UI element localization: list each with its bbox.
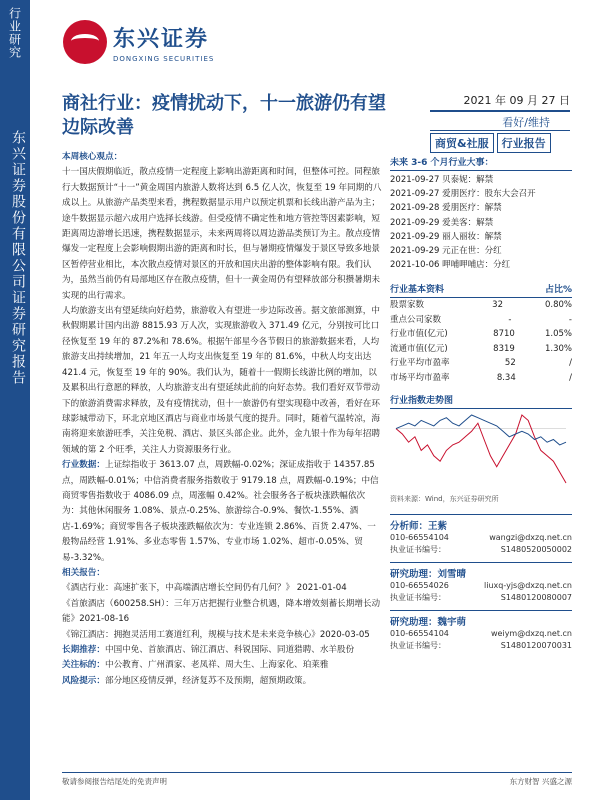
logo-en: DONGXING SECURITIES xyxy=(113,54,215,63)
footer xyxy=(62,772,572,787)
indicator-row: 重点公司家数 - - xyxy=(390,314,572,325)
long-list: 中国中免、首旅酒店、锦江酒店、科锐国际、同道猎聘、水羊股份 xyxy=(104,645,355,655)
analyst-block: 分析师：王紫 010-66554104 wangzi@dxzq.net.cn 执业证书编号： S1480520050002 xyxy=(390,514,572,556)
events-list xyxy=(390,173,572,272)
index-chart xyxy=(390,409,572,489)
event-item: 2021-09-29 丽人丽妆：解禁 xyxy=(390,231,502,242)
events-title: 未来 3-6 个月行业大事： xyxy=(390,155,572,171)
analysts xyxy=(390,514,572,652)
analyst-email[interactable]: liuxq-yjs@dxzq.net.cn xyxy=(484,581,572,591)
chart-title: 行业指数走势图 xyxy=(390,393,572,409)
event-item: 2021-09-28 爱朋医疗：解禁 xyxy=(390,203,502,214)
market-label: 行业数据： xyxy=(62,460,105,471)
footer-slogan: 东方财智 兴盛之源 xyxy=(509,777,572,786)
indicator-row: 股票家数 32 0.80% xyxy=(390,300,572,311)
indicator-row: 市场平均市盈率 8.34 / xyxy=(390,372,572,383)
event-item: 2021-09-29 元正在世：分红 xyxy=(390,246,502,257)
indicators-title: 行业基本资料 xyxy=(390,285,445,296)
indicators-pct-title: 占比% xyxy=(544,285,572,296)
chart-source: 资料来源：Wind，东兴证券研究所 xyxy=(390,495,499,504)
footer-disclaimer: 敬请参阅报告结尾处的免责声明 xyxy=(62,777,167,786)
watch-label: 关注标的： xyxy=(62,660,105,671)
logo-icon xyxy=(63,20,107,64)
indicators-header xyxy=(390,282,572,298)
sidebar-company: 东兴证券股份有限公司证券研究报告 xyxy=(10,130,26,386)
analyst-name: 魏宇萌 xyxy=(437,617,467,629)
analyst-name: 刘雪晴 xyxy=(437,569,467,581)
report-title: 商社行业：疫情扰动下，十一旅游仍有望边际改善 xyxy=(62,93,386,138)
indicator-row: 行业平均市盈率 52 / xyxy=(390,358,572,369)
indicators-table xyxy=(390,298,572,385)
report-meta xyxy=(430,92,570,153)
event-item: 2021-10-06 呷哺呷哺店：分红 xyxy=(390,260,511,271)
risk-label: 风险提示： xyxy=(62,675,105,686)
risk-text: 部分地区疫情反弹，经济复苏不及预期，超预期政策。 xyxy=(104,675,312,686)
analyst-block: 研究助理：刘雪晴 010-66554026 liuxq-yjs@dxzq.net.cn 执业证书编号： S1480120080007 xyxy=(390,562,572,604)
long-label: 长期推荐： xyxy=(62,645,105,655)
series-line xyxy=(396,415,566,483)
paragraph-3: 上证综指收于 3613.07 点，周跌幅-0.02%；深证成指收于 14357.85 点，周跌幅-0.01%；中信消费者服务指数收于 9179.18 点，周跌幅-0.19%；中信商贸零售指数收于 4086.09 点，周涨幅 0.42%。社会服务各子板块涨跌幅依次为：其他休闲服务 1.08%、景点-0.25%、旅游综合-0.9%、餐饮-1.55%、酒店-1.69%；商贸零售各子板块涨跌幅依次为：专业连锁 2.86%、百货 2.47%、一般物品经营 1.91%、多业态零售 1.57%、专业市场 1.02%、超市-0.05%、贸易-3.32%。 xyxy=(62,460,379,563)
watch-list: 中公教育、广州酒家、老凤祥、周大生、上海家化、珀莱雅 xyxy=(104,660,329,671)
related-report-2[interactable]: 《首旅酒店（600258.SH）：三年万店把握行业整合机遇，降本增效刻蓄长期增长动能》2021-08-16 xyxy=(62,598,381,625)
related-report-1[interactable]: 《酒店行业：高速扩张下，中高端酒店增长空间仍有几何？》 2021-01-04 xyxy=(62,583,347,594)
analyst-name: 王紫 xyxy=(428,521,448,533)
company-logo xyxy=(63,20,214,64)
paragraph-2: 人均旅游支出有望延续向好趋势，旅游收入有望进一步边际改善。据文旅部测算，中秋假期累计国内出游 8815.93 万人次，实现旅游收入 371.49 亿元，分别按可比口径恢复至 19 年的 87.2%和 78.6%。根据午部星今各节假日的旅游数据来看，人均旅游支出持续增加，21 年五一人均支出恢复至 19 年的 81.6%，中秋人均支出达 421.4 元，恢复至 19 年的 90%。我们认为，随着十一假期长线游比例的增加，以及累积出行意愿的释放，人均旅游支出有望延续此前的向好态势。我们看好双节带动下的旅游消费需求释放，及有疫情扰动，但十一旅游仍有望实现稳中改善，看好在环球影城带动下，环北京地区酒店与商业市场景气度的提升。同时，随着气温转凉，海南将迎来旅游旺季，关注免税、酒店、景区头部企业。此外，金九银十作为每年招聘领域的第 2 个旺季，关注人力资源服务行业。 xyxy=(62,306,380,455)
sidebar xyxy=(0,0,30,800)
analyst-block: 研究助理：魏宇萌 010-66554104 weiym@dxzq.net.cn 执业证书编号： S1480120070031 xyxy=(390,610,572,652)
analyst-email[interactable]: wangzi@dxzq.net.cn xyxy=(489,533,572,543)
related-label: 相关报告： xyxy=(62,567,105,578)
report-rating: 看好/维持 xyxy=(430,114,570,131)
related-report-3[interactable]: 《锦江酒店：拥抱灵活用工赛道红利，规模与技术是未来竞争核心》2020-03-05 xyxy=(62,629,370,640)
event-item: 2021-09-27 爱朋医疗：股东大会召开 xyxy=(390,189,536,200)
indicator-row: 流通市值(亿元) 8319 1.30% xyxy=(390,343,572,354)
main-body xyxy=(62,150,382,689)
logo-cn: 东兴证券 xyxy=(113,26,210,52)
analyst-email[interactable]: weiym@dxzq.net.cn xyxy=(491,629,572,639)
paragraph-1: 十一国庆假期临近，散点疫情一定程度上影响出游距离和时间，但整体可控。同程旅行大数据预计“十一”黄金周国内旅游人数将达到 6.5 亿人次，恢复至 19 年同期的八成以上。从旅游产品类型来看，携程数据显示用户以预定机票和长线出游产品为主；途牛数据显示超六成用户选择长线游。但受疫情不确定性和地方管控等因素影响，短距离周边游增长迅速，携程数据显示，未来两周将以周边游品类预订为主。散点疫情爆发一定程度上会影响假期出游的距离和时长，但与暑期疫情爆发于景区导致多地景区暂停营业相比，本次散点疫情对景区的开放和国庆出游的整体影响有限。我们认为，虽然当前仍有局部地区存在散点疫情，但十一黄金周仍有望释放部分积攒暑期未实现的出行需求。 xyxy=(62,167,382,301)
report-type-tag: 行业报告 xyxy=(497,133,551,153)
indicator-row: 行业市值(亿元) 8710 1.05% xyxy=(390,329,572,340)
event-item: 2021-09-29 爱美客：解禁 xyxy=(390,217,494,228)
view-label: 本周核心观点： xyxy=(62,152,123,162)
event-item: 2021-09-27 贝泰妮：解禁 xyxy=(390,175,494,185)
report-date: 2021 年 09 月 27 日 xyxy=(430,92,570,112)
right-panel xyxy=(390,155,572,652)
sector-tag: 商贸&社服 xyxy=(430,133,494,153)
sidebar-category: 行业研究 xyxy=(0,0,30,65)
